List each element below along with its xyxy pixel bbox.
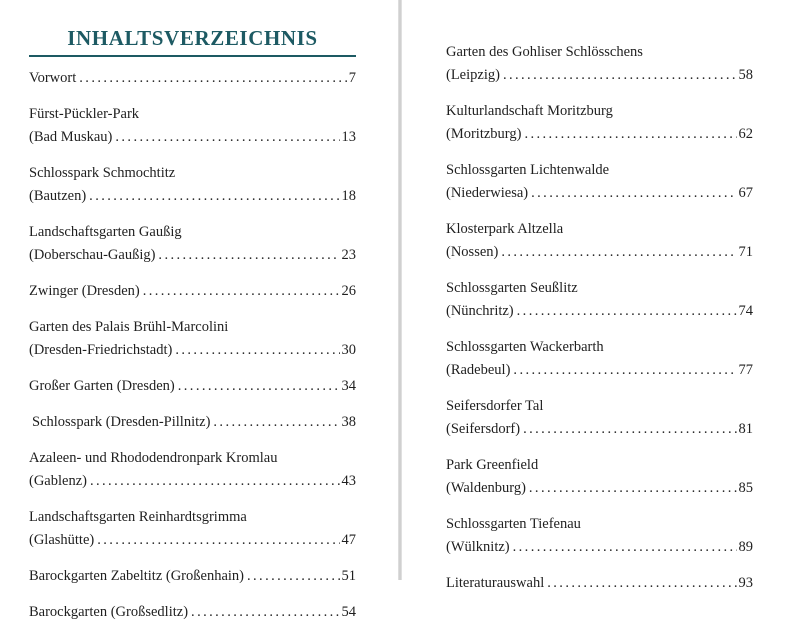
toc-entry: [29, 221, 356, 267]
dot-leader: [547, 572, 736, 595]
toc-entry: [29, 506, 356, 552]
toc-entry-title: Azaleen- und Rhododendronpark Kromlau: [29, 450, 278, 466]
toc-entry-location: (Nünchritz): [446, 303, 514, 319]
toc-entry-leader-line: [446, 418, 753, 441]
toc-entry-title: Schlosspark Schmochtitz: [29, 165, 176, 181]
toc-entry-leader-line: [446, 572, 753, 595]
dot-leader: [513, 359, 736, 382]
dot-leader: [529, 477, 737, 500]
dot-leader: [79, 67, 346, 90]
toc-entry-title: Fürst-Pückler-Park: [29, 106, 140, 122]
dot-leader: [143, 280, 340, 303]
toc-entry-title: Landschaftsgarten Reinhardtsgrimma: [29, 509, 247, 525]
dot-leader: [158, 244, 339, 267]
dot-leader: [97, 529, 339, 552]
toc-list-left: [29, 67, 356, 624]
toc-entry-location: (Gablenz): [29, 473, 87, 489]
heading-rule: [29, 55, 356, 57]
toc-entry-location: (Dresden-Friedrichstadt): [29, 342, 173, 358]
toc-entry: [29, 103, 356, 149]
toc-entry-location: (Radebeul): [446, 362, 511, 378]
toc-entry-leader-line: [29, 601, 356, 624]
toc-entry-location: (Nossen): [446, 244, 499, 260]
toc-entry-leader-line: [29, 375, 356, 398]
toc-page-number: 51: [341, 568, 356, 584]
toc-entry-leader-line: [446, 241, 753, 264]
toc-entry-leader-line: [29, 244, 356, 267]
toc-page-number: 38: [341, 414, 356, 430]
toc-entry-title: Schlossgarten Tiefenau: [446, 516, 581, 532]
dot-leader: [175, 339, 339, 362]
toc-page-number: 43: [341, 473, 356, 489]
toc-entry: [29, 280, 356, 303]
toc-entry-leader-line: [29, 565, 356, 588]
toc-page-number: 13: [341, 129, 356, 145]
toc-entry-leader-line: [446, 123, 753, 146]
toc-entry: [446, 218, 753, 264]
toc-entry-leader-line: [446, 536, 753, 559]
toc-entry-title: Schlossgarten Seußlitz: [446, 280, 578, 296]
toc-page-number: 71: [738, 244, 753, 260]
toc-entry: [29, 565, 356, 588]
toc-entry-title: Schlossgarten Wackerbarth: [446, 339, 604, 355]
toc-entry-location: (Leipzig): [446, 67, 500, 83]
toc-page-number: 26: [341, 283, 356, 299]
dot-leader: [517, 300, 737, 323]
toc-entry: [446, 454, 753, 500]
toc-entry: [446, 395, 753, 441]
toc-entry: [446, 159, 753, 205]
toc-entry-leader-line: [29, 411, 356, 434]
toc-page-number: 62: [738, 126, 753, 142]
dot-leader: [501, 241, 736, 264]
toc-page-number: 89: [738, 539, 753, 555]
toc-page-number: 47: [341, 532, 356, 548]
dot-leader: [513, 536, 737, 559]
toc-entry: [29, 411, 356, 434]
toc-entry-title: Garten des Gohliser Schlösschens: [446, 44, 643, 60]
dot-leader: [213, 411, 339, 434]
toc-entry: [446, 336, 753, 382]
toc-page-number: 85: [738, 480, 753, 496]
toc-entry-title: Park Greenfield: [446, 457, 539, 473]
toc-page-number: 74: [738, 303, 753, 319]
toc-entry: [29, 375, 356, 398]
toc-entry-leader-line: [29, 339, 356, 362]
toc-list-right: [446, 41, 753, 595]
toc-page-number: 93: [738, 575, 753, 591]
toc-heading: INHALTSVERZEICHNIS: [67, 26, 318, 50]
toc-entry-location: Barockgarten Zabeltitz (Großenhain): [29, 568, 244, 584]
toc-entry-location: (Moritzburg): [446, 126, 522, 142]
toc-entry-title: Schlossgarten Lichtenwalde: [446, 162, 610, 178]
toc-entry-leader-line: [29, 470, 356, 493]
dot-leader: [191, 601, 339, 624]
toc-entry-title: Seifersdorfer Tal: [446, 398, 544, 414]
toc-entry-location: (Bad Muskau): [29, 129, 113, 145]
toc-page-number: 18: [341, 188, 356, 204]
dot-leader: [90, 470, 340, 493]
toc-entry-leader-line: [446, 182, 753, 205]
toc-page-number: 67: [738, 185, 753, 201]
toc-entry: [446, 100, 753, 146]
toc-entry: [446, 513, 753, 559]
toc-entry-location: (Doberschau-Gaußig): [29, 247, 156, 263]
dot-leader: [247, 565, 340, 588]
toc-entry-title: Klosterpark Altzella: [446, 221, 564, 237]
toc-entry-location: Zwinger (Dresden): [29, 283, 140, 299]
toc-entry-location: (Wülknitz): [446, 539, 510, 555]
toc-entry-leader-line: [29, 185, 356, 208]
toc-page-number: 58: [738, 67, 753, 83]
toc-entry-location: (Niederwiesa): [446, 185, 529, 201]
toc-entry-location: (Seifersdorf): [446, 421, 521, 437]
dot-leader: [531, 182, 736, 205]
toc-entry: [29, 162, 356, 208]
toc-page-number: 77: [738, 362, 753, 378]
toc-entry-location: (Bautzen): [29, 188, 87, 204]
toc-entry-location: Vorwort: [29, 70, 77, 86]
left-page: [29, 0, 356, 637]
dot-leader: [115, 126, 339, 149]
toc-entry-location: (Waldenburg): [446, 480, 526, 496]
toc-page-number: 7: [348, 70, 356, 86]
toc-entry-leader-line: [446, 477, 753, 500]
dot-leader: [178, 375, 340, 398]
toc-entry-leader-line: [29, 67, 356, 90]
toc-entry-leader-line: [29, 529, 356, 552]
toc-entry-leader-line: [29, 280, 356, 303]
toc-entry-leader-line: [446, 359, 753, 382]
book-gutter: [398, 0, 402, 580]
dot-leader: [89, 185, 339, 208]
toc-entry-location: Großer Garten (Dresden): [29, 378, 175, 394]
toc-entry: [446, 277, 753, 323]
right-page: [446, 0, 753, 608]
toc-entry: [446, 41, 753, 87]
toc-entry: [29, 316, 356, 362]
toc-entry: [29, 67, 356, 90]
toc-page-number: 81: [738, 421, 753, 437]
toc-entry-location: (Glashütte): [29, 532, 95, 548]
toc-entry-title: Landschaftsgarten Gaußig: [29, 224, 182, 240]
dot-leader: [524, 123, 736, 146]
toc-page-number: 34: [341, 378, 356, 394]
toc-entry-leader-line: [446, 64, 753, 87]
toc-entry: [29, 601, 356, 624]
toc-page-number: 54: [341, 604, 356, 620]
toc-entry: [29, 447, 356, 493]
toc-entry-location: Literaturauswahl: [446, 575, 545, 591]
toc-entry-title: Garten des Palais Brühl-Marcolini: [29, 319, 229, 335]
toc-entry-location: Schlosspark (Dresden-Pillnitz): [32, 414, 211, 430]
dot-leader: [523, 418, 736, 441]
toc-entry: [446, 572, 753, 595]
toc-page-number: 23: [341, 247, 356, 263]
toc-entry-title: Kulturlandschaft Moritzburg: [446, 103, 613, 119]
dot-leader: [503, 64, 737, 87]
toc-entry-leader-line: [29, 126, 356, 149]
toc-page-number: 30: [341, 342, 356, 358]
toc-entry-leader-line: [446, 300, 753, 323]
toc-entry-location: Barockgarten (Großsedlitz): [29, 604, 189, 620]
